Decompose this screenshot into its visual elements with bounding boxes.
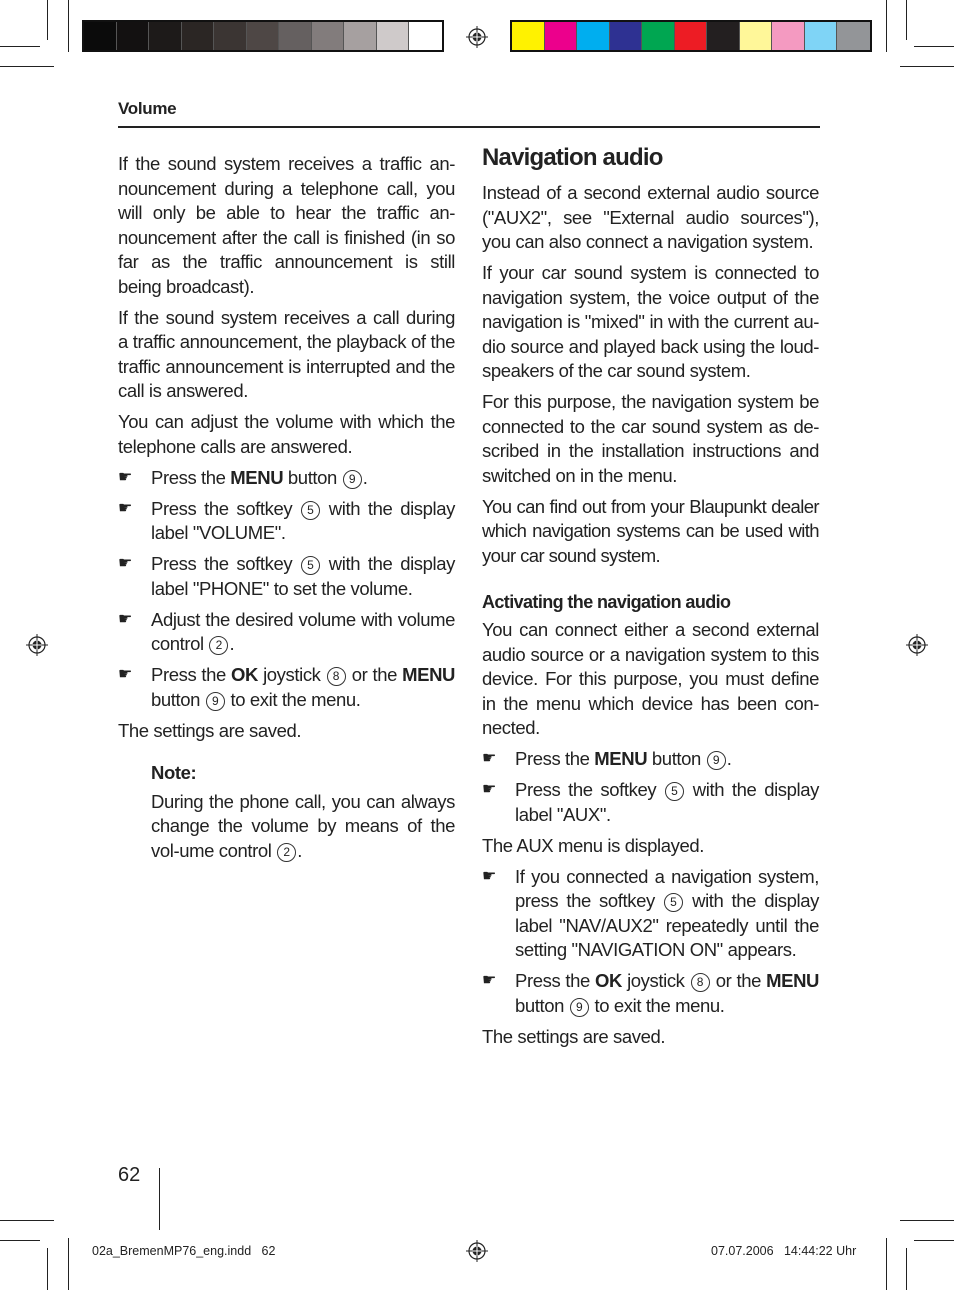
button-number-badge: 8 [327, 667, 346, 686]
pointing-hand-icon: ☛ [482, 972, 496, 989]
color-swatch [247, 22, 280, 50]
button-number-badge: 2 [209, 636, 228, 655]
note-box [118, 761, 455, 863]
registration-mark-icon [466, 1240, 488, 1262]
button-number-badge: 9 [206, 692, 225, 711]
paragraph: Instead of a second external audio source ("AUX2", see "External audio sources"), you can also connect a navigation system. [482, 182, 819, 252]
pointing-hand-icon: ☛ [118, 499, 132, 517]
crop-mark [47, 1248, 48, 1290]
divider [159, 1168, 160, 1230]
right-column [482, 144, 819, 1056]
color-swatch [279, 22, 312, 50]
crop-mark [900, 66, 954, 67]
color-swatch [545, 22, 578, 50]
color-swatch [312, 22, 345, 50]
pointing-hand-icon: ☛ [118, 468, 132, 486]
color-swatch [675, 22, 708, 50]
paragraph: You can find out from your Blaupunkt dealer which navigation systems can be used with your car sound system. [482, 495, 819, 566]
color-calibration-bar [510, 20, 872, 52]
crop-mark [0, 66, 54, 67]
color-swatch [149, 22, 182, 50]
grayscale-calibration-bar [82, 20, 444, 52]
paragraph: You can connect either a second external audio source or a navigation system to this device. For this purpose, you must define in the menu which device has been con-nected. [482, 619, 819, 738]
color-swatch [344, 22, 377, 50]
file-slug: 02a_BremenMP76_eng.indd 62 [92, 1244, 276, 1258]
instruction-step: ☛ Adjust the desired volume with volume control 2 . [118, 608, 455, 654]
note-text: During the phone call, you can always change the volume by means of the vol-ume control 2 . [151, 790, 455, 861]
date-slug: 07.07.2006 14:44:22 Uhr [711, 1244, 857, 1258]
crop-mark [68, 1238, 69, 1290]
color-swatch [707, 22, 740, 50]
color-swatch [84, 22, 117, 50]
color-swatch [182, 22, 215, 50]
color-swatch [512, 22, 545, 50]
running-header [118, 98, 820, 128]
paragraph: The settings are saved. [482, 1025, 666, 1047]
instruction-step: ☛ Press the softkey 5 with the display label "PHONE" to set the volume. [118, 553, 455, 599]
crop-mark [914, 1240, 954, 1241]
crop-mark [68, 0, 69, 52]
crop-mark [0, 46, 40, 47]
paragraph: If the sound system receives a traffic an-nouncement during a telephone call, you will only be able to hear the traffic an-nouncement after the call is finished (in so far as the traffic announcement is still being broadcast). [118, 153, 455, 297]
crop-mark [906, 0, 907, 40]
color-swatch [837, 22, 870, 50]
instruction-step: ☛ Press the OK joystick 8 or the MENU button 9 to exit the menu. [118, 664, 455, 710]
button-number-badge: 5 [301, 501, 320, 520]
page-number: 62 [118, 1164, 141, 1186]
crop-mark [0, 1220, 54, 1221]
button-number-badge: 5 [301, 556, 320, 575]
button-number-badge: 8 [691, 973, 710, 992]
note-title: Note: [151, 762, 197, 783]
button-number-badge: 9 [343, 470, 362, 489]
button-number-badge: 5 [664, 893, 683, 912]
color-swatch [577, 22, 610, 50]
pointing-hand-icon: ☛ [482, 750, 496, 767]
color-swatch [214, 22, 247, 50]
section-title: Volume [118, 99, 177, 118]
paragraph: If your car sound system is connected to navigation system, the voice output of the navigation is "mixed" in with the current au-dio source and played back using the loud-speakers of the car sound system. [482, 262, 819, 381]
crop-mark [906, 1248, 907, 1290]
button-number-badge: 9 [707, 751, 726, 770]
registration-mark-icon [26, 634, 48, 656]
crop-mark [914, 46, 954, 47]
crop-mark [886, 1238, 887, 1290]
instruction-step: ☛ Press the MENU button 9 . [482, 747, 819, 772]
paragraph: The settings are saved. [118, 719, 302, 741]
instruction-step: ☛ Press the softkey 5 with the display label "VOLUME". [118, 497, 455, 543]
registration-mark-icon [466, 26, 488, 48]
crop-mark [886, 0, 887, 52]
left-column [118, 152, 455, 863]
color-swatch [117, 22, 150, 50]
paragraph: The AUX menu is displayed. [482, 834, 704, 856]
paragraph: You can adjust the volume with which the telephone calls are answered. [118, 411, 455, 457]
pointing-hand-icon: ☛ [118, 610, 132, 628]
color-swatch [377, 22, 410, 50]
crop-mark [0, 1240, 40, 1241]
section-heading: Navigation audio [482, 144, 663, 171]
instruction-step: ☛ Press the OK joystick 8 or the MENU button 9 to exit the menu. [482, 970, 819, 1016]
paragraph: For this purpose, the navigation system be connected to the car sound system as de-scribed in the installation instructions and switched on in the menu. [482, 391, 819, 486]
pointing-hand-icon: ☛ [118, 666, 132, 683]
button-number-badge: 5 [665, 782, 684, 801]
instruction-step: ☛ If you connected a navigation system, press the softkey 5 with the display label "NAV/AUX2" repeatedly until the setting "NAVIGATION ON" appears. [482, 865, 819, 960]
color-swatch [740, 22, 773, 50]
crop-mark [47, 0, 48, 40]
instruction-step: ☛ Press the MENU button 9 . [118, 466, 455, 491]
pointing-hand-icon: ☛ [118, 555, 132, 572]
pointing-hand-icon: ☛ [482, 867, 496, 885]
color-swatch [642, 22, 675, 50]
color-swatch [772, 22, 805, 50]
crop-mark [900, 1220, 954, 1221]
button-number-badge: 2 [277, 843, 296, 862]
color-swatch [805, 22, 838, 50]
instruction-step: ☛ Press the softkey 5 with the display label "AUX". [482, 779, 819, 825]
button-number-badge: 9 [570, 998, 589, 1017]
subsection-heading: Activating the navigation audio [482, 592, 731, 612]
paragraph: If the sound system receives a call during a traffic announcement, the playback of the traffic announcement is interrupted and the call is answered. [118, 306, 455, 401]
pointing-hand-icon: ☛ [482, 781, 496, 798]
color-swatch [610, 22, 643, 50]
registration-mark-icon [906, 634, 928, 656]
color-swatch [409, 22, 442, 50]
